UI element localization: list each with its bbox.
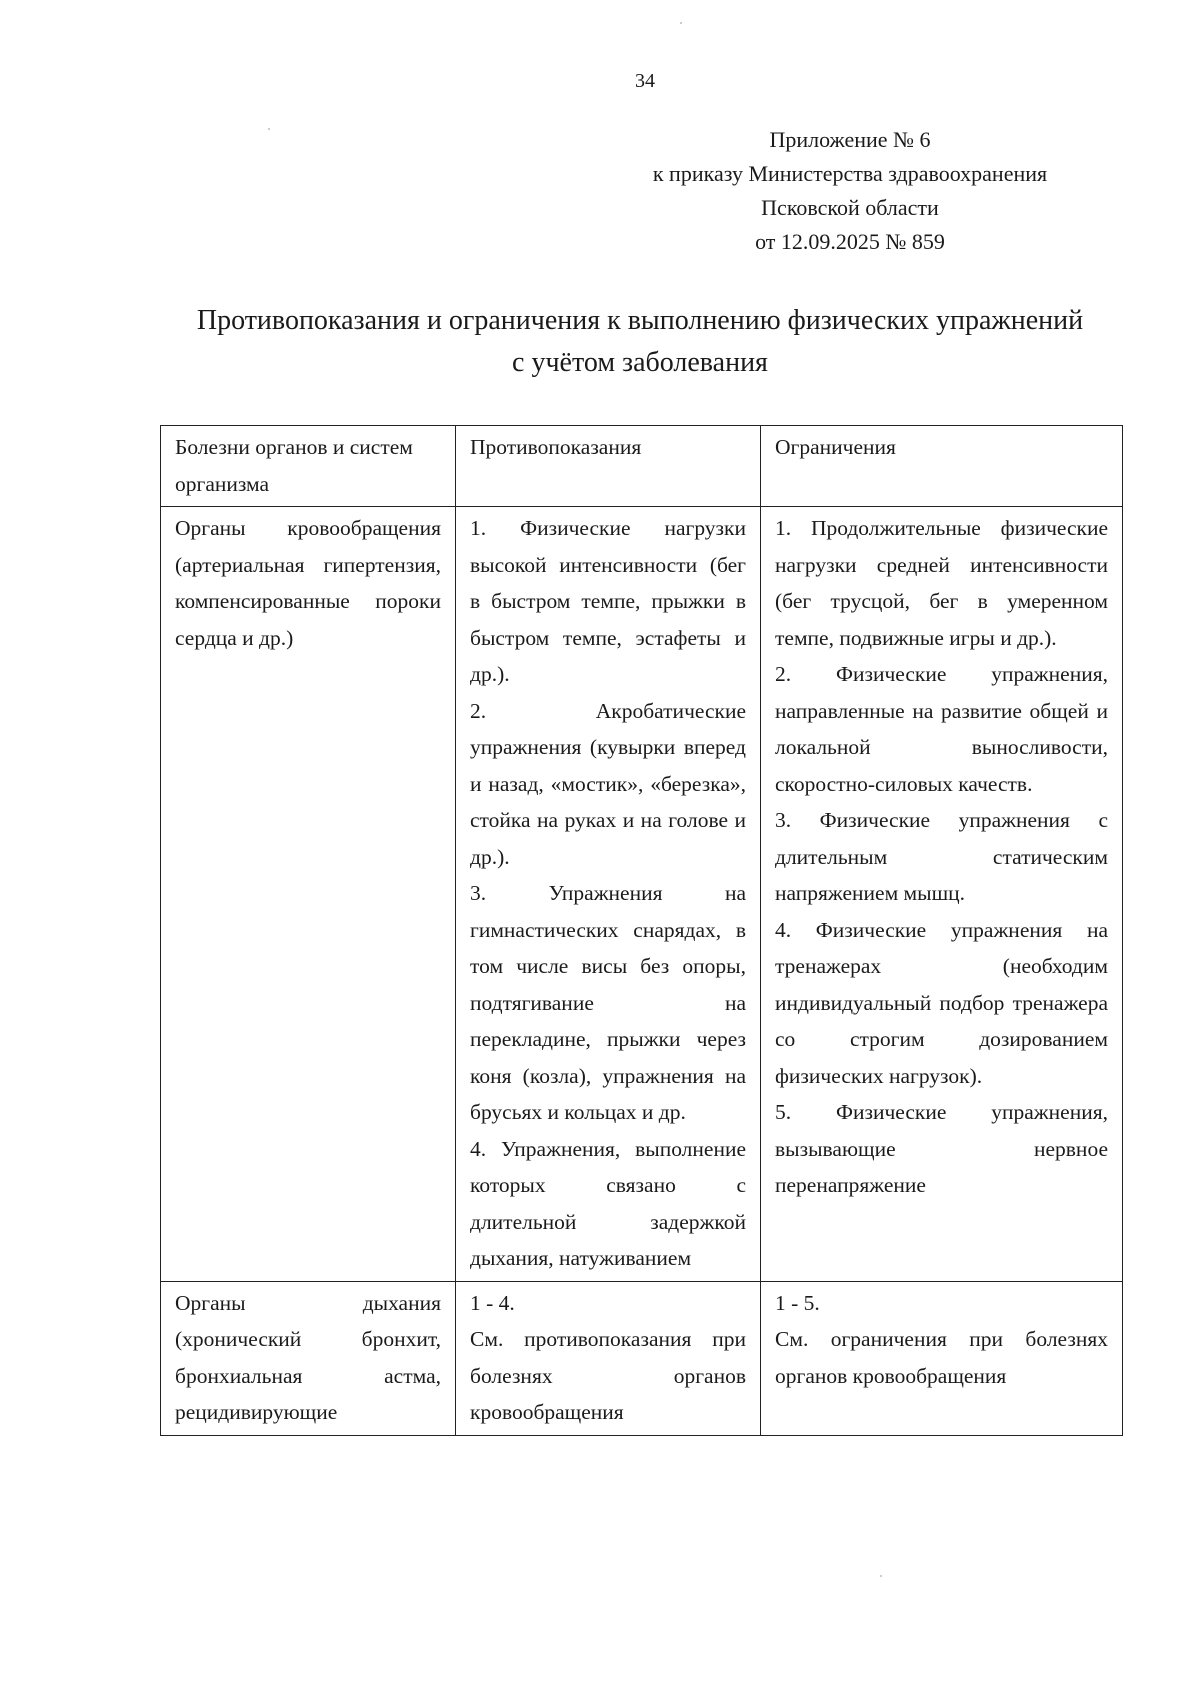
appendix-number: Приложение № 6 — [769, 127, 931, 152]
contraindications-cell — [456, 507, 761, 1282]
restriction-item: 3. Физические упражнения с длительным статическим напряжением мышц. — [775, 808, 1108, 905]
document-title-line-1: Противопоказания и ограничения к выполнению физических упражнений — [196, 305, 1084, 336]
scan-speck — [680, 22, 682, 24]
restriction-item: 4. Физические упражнения на тренажерах (необходим индивидуальный подбор тренажера со строгим дозированием физических нагрузок). — [775, 917, 1108, 1088]
contraindication-item: 4. Упражнения, выполнение которых связано с длительной задержкой дыхания, натуживанием — [470, 1136, 746, 1270]
appendix-header — [620, 123, 1080, 259]
disease-cell — [161, 1281, 456, 1435]
restrictions-text — [775, 1285, 1108, 1395]
contraindications-text — [470, 1285, 746, 1431]
restrictions-cell — [761, 1281, 1123, 1435]
disease-text: Органы дыхания (хронический бронхит, бронхиальная астма, рецидивирующие — [175, 1290, 441, 1424]
table-row — [161, 507, 1123, 1282]
restriction-item: 5. Физические упражнения, вызывающие нервное перенапряжение — [775, 1100, 1108, 1197]
table-row — [161, 1281, 1123, 1435]
contraindications-cell — [456, 1281, 761, 1435]
contraindications-table — [160, 425, 1123, 1436]
scan-speck — [880, 1575, 882, 1577]
document-title — [140, 300, 1140, 384]
restriction-item: 2. Физические упражнения, направленные на развитие общей и локальной выносливости, скоростно-силовых качеств. — [775, 662, 1108, 796]
contraindication-item: 3. Упражнения на гимнастических снарядах, в том числе висы без опоры, подтягивание на перекладине, прыжки через коня (козла), упражнения на брусьях и кольцах и др. — [470, 881, 746, 1124]
page-number: 34 — [635, 70, 655, 92]
contraindication-ref-text: См. противопоказания при болезнях органов кровообращения — [470, 1327, 746, 1424]
restriction-ref-text: См. ограничения при болезнях органов кровообращения — [775, 1327, 1108, 1388]
restriction-ref-range: 1 - 5. — [775, 1290, 820, 1315]
contraindication-item: 2. Акробатические упражнения (кувырки вперед и назад, «мостик», «березка», стойка на руках и на голове и др.). — [470, 698, 746, 869]
contraindication-ref-range: 1 - 4. — [470, 1290, 515, 1315]
header-contraindications: Противопоказания — [456, 426, 761, 507]
scan-speck — [268, 128, 270, 130]
appendix-date-number: от 12.09.2025 № 859 — [755, 229, 945, 254]
header-diseases: Болезни органов и систем организма — [161, 426, 456, 507]
appendix-order-ref: к приказу Министерства здравоохранения — [652, 161, 1048, 186]
table-header-row — [161, 426, 1123, 507]
document-title-line-2: с учётом заболевания — [512, 347, 768, 378]
disease-cell: Органы кровообращения (артериальная гипертензия, компенсированные пороки сердца и др.) — [161, 507, 456, 1282]
appendix-region: Псковской области — [761, 195, 939, 220]
header-restrictions: Ограничения — [761, 426, 1123, 507]
restrictions-cell — [761, 507, 1123, 1282]
contraindication-item: 1. Физические нагрузки высокой интенсивности (бег в быстром темпе, прыжки в быстром темпе, эстафеты и др.). — [470, 516, 746, 686]
restriction-item: 1. Продолжительные физические нагрузки средней интенсивности (бег трусцой, бег в умеренном темпе, подвижные игры и др.). — [775, 516, 1108, 650]
